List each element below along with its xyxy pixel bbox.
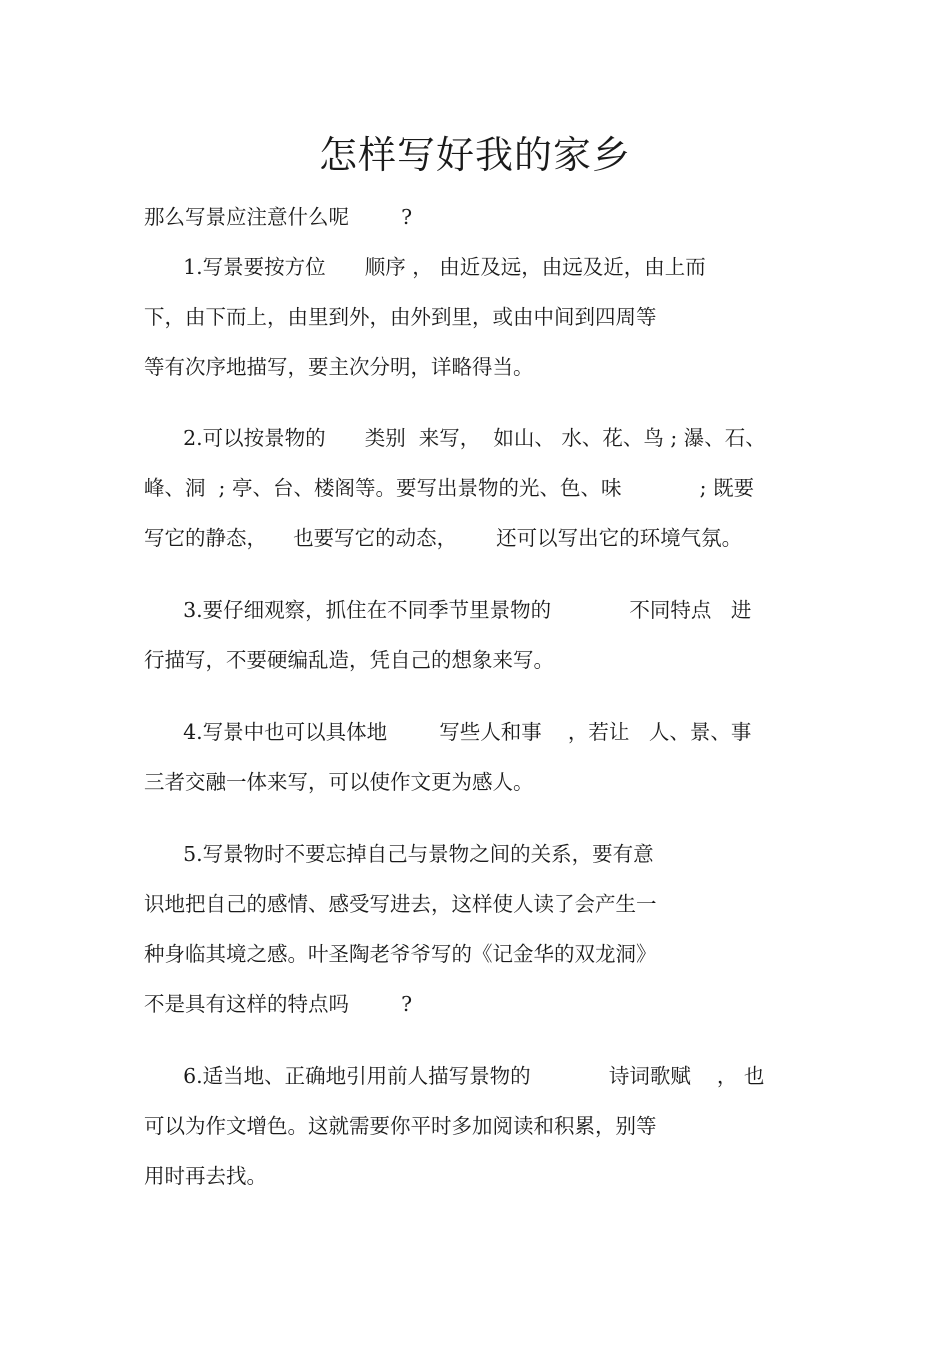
paragraph-6-line-3: 用时再去找。 <box>144 1164 267 1188</box>
paragraph-5-line-3: 种身临其境之感。叶圣陶老爷爷写的《记金华的双龙洞》 <box>144 942 657 966</box>
intro-line: 那么写景应注意什么呢 ? <box>144 205 413 229</box>
paragraph-3-line-1: 3.要仔细观察，抓住在不同季节里景物的 不同特点 进 <box>144 598 752 622</box>
paragraph-1-line-2: 下，由下而上，由里到外，由外到里，或由中间到四周等 <box>144 305 657 329</box>
paragraph-6-line-1: 6.适当地、正确地引用前人描写景物的 诗词歌赋 ， 也 <box>144 1064 765 1088</box>
paragraph-3-line-2: 行描写，不要硬编乱造，凭自己的想象来写。 <box>144 648 554 672</box>
paragraph-5-line-2: 识地把自己的感情、感受写进去，这样使人读了会产生一 <box>144 892 657 916</box>
paragraph-4-line-2: 三者交融一体来写，可以使作文更为感人。 <box>144 770 534 794</box>
paragraph-2-line-1: 2.可以按景物的 类别 来写， 如山、 水、花、鸟 ; 瀑、石、 <box>144 426 766 450</box>
paragraph-6-line-2: 可以为作文增色。这就需要你平时多加阅读和积累，别等 <box>144 1114 657 1138</box>
page-title: 怎样写好我的家乡 <box>318 133 631 177</box>
paragraph-5-line-1: 5.写景物时不要忘掉自己与景物之间的关系，要有意 <box>144 842 654 866</box>
paragraph-1-line-1: 1.写景要按方位 顺序 ， 由近及远，由远及近，由上而 <box>144 255 706 279</box>
paragraph-5-line-4: 不是具有这样的特点吗 ? <box>144 992 413 1016</box>
paragraph-4-line-1: 4.写景中也可以具体地 写些人和事 ，若让 人、景、事 <box>144 720 752 744</box>
paragraph-2-line-2: 峰、洞 ; 亭、台、楼阁等。要写出景物的光、色、味 ; 既要 <box>144 476 755 500</box>
paragraph-1-line-3: 等有次序地描写，要主次分明，详略得当。 <box>144 355 534 379</box>
paragraph-2-line-3: 写它的静态， 也要写它的动态， 还可以写出它的环境气氛。 <box>144 526 743 550</box>
